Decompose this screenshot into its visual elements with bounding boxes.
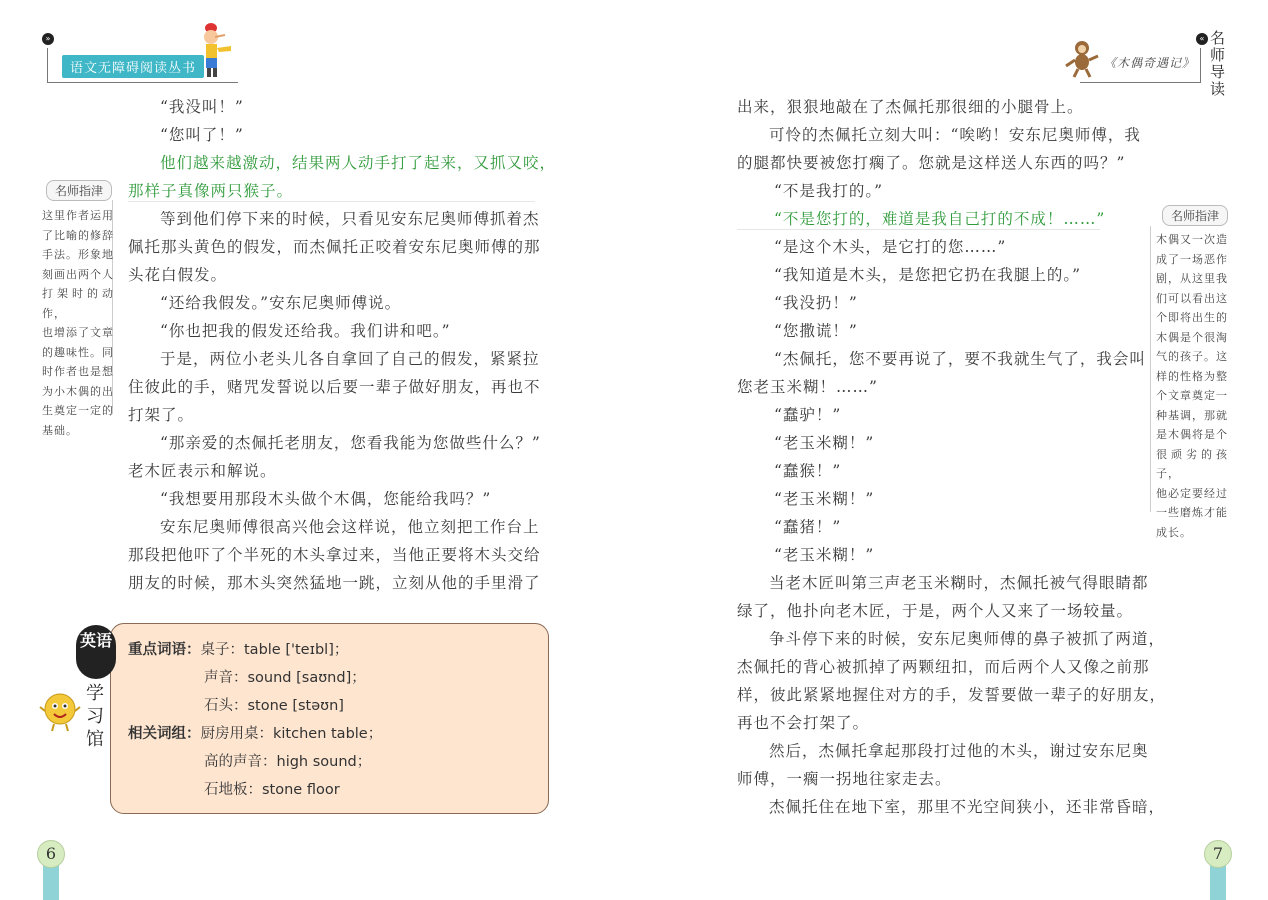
text-line: 再也不会打架了。 bbox=[737, 714, 870, 732]
vocab-key-row: 重点词语：桌子：table ['teɪbl]； bbox=[128, 642, 349, 658]
teacher-note-tag: 名师指津 bbox=[46, 180, 112, 201]
text-line: “我知道是木头，是您把它扔在我腿上的。” bbox=[774, 266, 1082, 284]
text-line: 于是，两位小老头儿各自拿回了自己的假发，紧紧拉 bbox=[160, 350, 540, 368]
text-line: “老玉米糊！” bbox=[774, 490, 875, 508]
book-title: 《木偶奇遇记》 bbox=[1104, 56, 1196, 70]
vocab-related-row: 石地板：stone floor bbox=[204, 782, 340, 798]
text-line: “您叫了！” bbox=[160, 126, 244, 144]
study-hall-label: 学习馆 bbox=[86, 683, 104, 750]
text-line: 杰佩托住在地下室，那里不光空间狭小，还非常昏暗， bbox=[769, 798, 1166, 816]
text-line: 等到他们停下来的时候，只看见安东尼奥师傅抓着杰 bbox=[160, 210, 540, 228]
text-line: “老玉米糊！” bbox=[774, 434, 875, 452]
text-line: 安东尼奥师傅很高兴他会这样说，他立刻把工作台上 bbox=[160, 518, 540, 536]
text-line: “你也把我的假发还给我。我们讲和吧。” bbox=[160, 322, 451, 340]
english-badge: 英语 bbox=[76, 625, 116, 679]
page-number: 6 bbox=[37, 840, 65, 868]
text-line: “是这个木头，是它打的您……” bbox=[774, 238, 1007, 256]
text-line: “我想要用那段木头做个木偶，您能给我吗？” bbox=[160, 490, 492, 508]
text-line: “那亲爱的杰佩托老朋友，您看我能为您做些什么？” bbox=[160, 434, 541, 452]
teacher-note-tag: 名师指津 bbox=[1162, 205, 1228, 226]
pinocchio-illustration-icon bbox=[197, 22, 237, 80]
text-line: 的腿都快要被您打瘸了。您就是这样送人东西的吗？” bbox=[737, 154, 1126, 172]
highlighted-line: 他们越来越激动，结果两人动手打了起来，又抓又咬， bbox=[160, 154, 557, 172]
vocab-related-row: 高的声音：high sound； bbox=[204, 754, 372, 770]
text-line: 样，彼此紧紧地握住对方的手，发誓要做一辈子的好朋友， bbox=[737, 686, 1167, 704]
text-line: 打架了。 bbox=[128, 406, 195, 424]
mascot-icon bbox=[38, 687, 82, 733]
text-line: 当老木匠叫第三声老玉米糊时，杰佩托被气得眼睛都 bbox=[769, 574, 1149, 592]
header-bullet-icon: » bbox=[42, 33, 54, 45]
text-line: 头花白假发。 bbox=[128, 266, 228, 284]
page-number: 7 bbox=[1204, 840, 1232, 868]
text-line: “杰佩托，您不要再说了，要不我就生气了，我会叫 bbox=[774, 350, 1146, 368]
highlight-underline bbox=[737, 229, 1100, 230]
text-line: 出来，狠狠地敲在了杰佩托那很细的小腿骨上。 bbox=[737, 98, 1084, 116]
text-line: 可怜的杰佩托立刻大叫：“唉哟！安东尼奥师傅，我 bbox=[769, 126, 1141, 144]
text-line: “我没扔！” bbox=[774, 294, 858, 312]
text-line: “您撒谎！” bbox=[774, 322, 858, 340]
vocab-key-row: 石头：stone [stəʊn] bbox=[204, 698, 344, 714]
text-line: 朋友的时候，那木头突然猛地一跳，立刻从他的手里滑了 bbox=[128, 574, 541, 592]
text-line: 争斗停下来的时候，安东尼奥师傅的鼻子被抓了两道， bbox=[769, 630, 1166, 648]
text-line: “不是我打的。” bbox=[774, 182, 884, 200]
vocab-key-row: 声音：sound [saʊnd]； bbox=[204, 670, 366, 686]
series-title: 语文无障碍阅读丛书 bbox=[62, 55, 204, 78]
text-line: “蠢猴！” bbox=[774, 462, 842, 480]
highlighted-line: 那样子真像两只猴子。 bbox=[128, 182, 294, 200]
text-line: 那段把他吓了个半死的木头拿过来，当他正要将木头交给 bbox=[128, 546, 541, 564]
text-line: 老木匠表示和解说。 bbox=[128, 462, 277, 480]
header-bullet-icon: « bbox=[1196, 33, 1208, 45]
text-line: “蠢驴！” bbox=[774, 406, 842, 424]
teacher-note-text: 这里作者运用 了比喻的修辞 手法。形象地 刻画出两个人 打架时的动作， 也增添了文章 的趣味性。同 时作者也是想 为小木偶的出 生奠定一定的 基础。 bbox=[42, 209, 114, 437]
text-line: “我没叫！” bbox=[160, 98, 244, 116]
highlighted-line: “不是您打的，难道是我自己打的不成！……” bbox=[774, 210, 1106, 228]
text-line: 杰佩托的背心被抓掉了两颗纽扣，而后两个人又像之前那 bbox=[737, 658, 1150, 676]
text-line: 住彼此的手，赌咒发誓说以后要一辈子做好朋友，再也不 bbox=[128, 378, 541, 396]
text-line: “老玉米糊！” bbox=[774, 546, 875, 564]
text-line: “蠢猪！” bbox=[774, 518, 842, 536]
text-line: 然后，杰佩托拿起那段打过他的木头，谢过安东尼奥 bbox=[769, 742, 1149, 760]
text-line: 绿了，他扑向老木匠，于是，两个人又来了一场较量。 bbox=[737, 602, 1134, 620]
highlight-underline bbox=[128, 201, 535, 202]
text-line: 师傅，一瘸一拐地往家走去。 bbox=[737, 770, 952, 788]
header-bracket bbox=[1080, 48, 1201, 83]
section-label: 名师导读 bbox=[1210, 29, 1226, 98]
text-line: 您老玉米糊！……” bbox=[737, 378, 878, 396]
teacher-note-text: 木偶又一次造 成了一场恶作 剧，从这里我 们可以看出这 个即将出生的 木偶是个很淘 气的孩子。这 样的性格为整 个文章奠定一 种基调，那就 是木偶将是个 很顽劣的孩子， 他必定要经过 一些磨炼才能 成长。 bbox=[1156, 233, 1228, 539]
teacher-note-divider bbox=[1150, 226, 1151, 512]
vocab-related-row: 相关词组：厨房用桌：kitchen table； bbox=[128, 726, 383, 742]
text-line: 佩托那头黄色的假发，而杰佩托正咬着安东尼奥师傅的那 bbox=[128, 238, 541, 256]
text-line: “还给我假发。”安东尼奥师傅说。 bbox=[160, 294, 402, 312]
